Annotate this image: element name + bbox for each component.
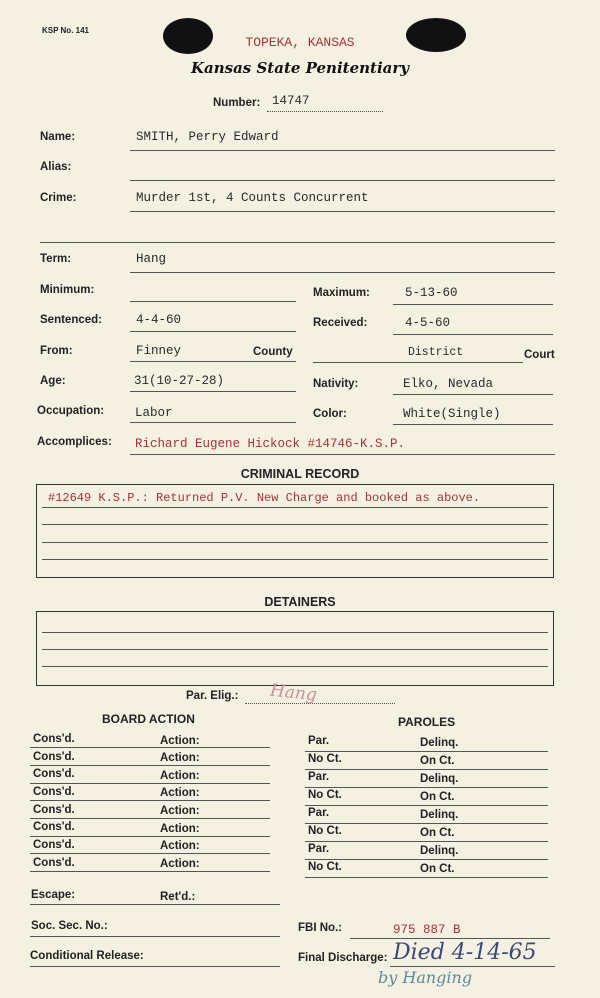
record-line-4 — [42, 559, 548, 560]
maximum-label: Maximum: — [313, 287, 370, 299]
from-value: Finney — [136, 344, 182, 358]
parole-line-1 — [305, 769, 548, 770]
age-value: 31(10-27-28) — [134, 374, 225, 388]
minimum-line — [130, 301, 296, 302]
parole-line-0 — [305, 751, 548, 752]
fbi-label: FBI No.: — [298, 922, 343, 934]
conditional-release-label: Conditional Release: — [30, 950, 144, 962]
criminal-record-entry: #12649 K.S.P.: Returned P.V. New Charge and booked as above. — [48, 491, 481, 505]
color-value: White(Single) — [403, 407, 501, 421]
parole-line-5 — [305, 841, 548, 842]
crime-label: Crime: — [40, 192, 77, 204]
record-line-1 — [42, 507, 548, 508]
received-line — [393, 334, 553, 335]
parole-right-3: On Ct. — [420, 791, 455, 803]
accomplices-value: Richard Eugene Hickock #14746-K.S.P. — [135, 437, 406, 451]
detainer-line-1 — [42, 632, 548, 633]
nativity-value: Elko, Nevada — [403, 377, 494, 391]
crime-value: Murder 1st, 4 Counts Concurrent — [136, 191, 369, 205]
occupation-value: Labor — [135, 406, 173, 420]
detainer-line-3 — [42, 666, 548, 667]
board-line-7 — [30, 871, 270, 872]
parole-right-7: On Ct. — [420, 863, 455, 875]
detainers-title: DETAINERS — [264, 595, 336, 609]
county-label: County — [253, 346, 293, 358]
parole-line-2 — [305, 787, 548, 788]
received-value: 4-5-60 — [405, 316, 451, 330]
alias-line — [130, 180, 555, 181]
escape-line — [30, 904, 280, 905]
parole-left-4: Par. — [308, 807, 330, 819]
form-id: KSP No. 141 — [42, 26, 89, 35]
board-line-1 — [30, 765, 270, 766]
maximum-line — [393, 304, 553, 305]
parole-right-1: On Ct. — [420, 755, 455, 767]
final-discharge-label: Final Discharge: — [298, 952, 388, 964]
detainer-line-2 — [42, 649, 548, 650]
sentenced-label: Sentenced: — [40, 314, 102, 326]
board-line-4 — [30, 818, 270, 819]
age-label: Age: — [40, 375, 66, 387]
from-line — [130, 361, 296, 362]
alias-label: Alias: — [40, 161, 72, 173]
board-consd-7: Cons'd. — [33, 857, 75, 869]
parole-right-0: Delinq. — [420, 737, 459, 749]
parole-right-2: Delinq. — [420, 773, 459, 785]
crime-line-2 — [40, 242, 555, 243]
board-action-1: Action: — [160, 752, 200, 764]
term-line — [130, 272, 555, 273]
accomplices-line — [130, 454, 555, 455]
color-label: Color: — [313, 408, 347, 420]
board-line-6 — [30, 853, 270, 854]
sentenced-line — [130, 331, 296, 332]
board-consd-3: Cons'd. — [33, 786, 75, 798]
board-consd-2: Cons'd. — [33, 768, 75, 780]
criminal-record-title: CRIMINAL RECORD — [240, 467, 360, 481]
parole-right-6: Delinq. — [420, 845, 459, 857]
from-label: From: — [40, 345, 73, 357]
board-line-5 — [30, 836, 270, 837]
name-line — [130, 150, 555, 151]
par-elig-label: Par. Elig.: — [186, 690, 239, 702]
age-line — [130, 391, 296, 392]
conditional-release-line — [30, 966, 280, 967]
paroles-title: PAROLES — [398, 715, 456, 729]
name-value: SMITH, Perry Edward — [136, 130, 279, 144]
crime-line — [130, 211, 555, 212]
name-label: Name: — [40, 131, 76, 143]
board-action-5: Action: — [160, 823, 200, 835]
board-action-4: Action: — [160, 805, 200, 817]
occupation-line — [130, 422, 296, 423]
parole-left-3: No Ct. — [308, 789, 342, 801]
fbi-value: 975 887 B — [393, 923, 461, 937]
final-discharge-value: Died 4-14-65 — [393, 940, 537, 965]
soc-sec-line — [30, 936, 280, 937]
board-consd-1: Cons'd. — [33, 751, 75, 763]
nativity-label: Nativity: — [313, 378, 359, 390]
board-action-6: Action: — [160, 840, 200, 852]
parole-line-6 — [305, 859, 548, 860]
parole-left-1: No Ct. — [308, 753, 342, 765]
number-line — [267, 111, 383, 112]
color-line — [393, 424, 553, 425]
board-line-0 — [30, 747, 270, 748]
parole-right-4: Delinq. — [420, 809, 459, 821]
board-action-3: Action: — [160, 787, 200, 799]
board-line-3 — [30, 800, 270, 801]
parole-left-6: Par. — [308, 843, 330, 855]
board-line-2 — [30, 783, 270, 784]
par-elig-value: Hang — [269, 680, 318, 706]
parole-left-2: Par. — [308, 771, 330, 783]
parole-left-0: Par. — [308, 735, 330, 747]
header-institution: Kansas State Penitentiary — [190, 59, 410, 77]
board-action-7: Action: — [160, 858, 200, 870]
maximum-value: 5-13-60 — [405, 286, 458, 300]
nativity-line — [393, 394, 553, 395]
board-action-2: Action: — [160, 770, 200, 782]
number-label: Number: — [213, 97, 261, 109]
fbi-line — [350, 938, 550, 939]
sentenced-value: 4-4-60 — [136, 313, 182, 327]
number-value: 14747 — [272, 94, 310, 108]
parole-right-5: On Ct. — [420, 827, 455, 839]
received-label: Received: — [313, 317, 368, 329]
parole-left-5: No Ct. — [308, 825, 342, 837]
final-discharge-line — [390, 966, 555, 967]
district-label: District — [408, 346, 464, 359]
par-elig-line — [245, 703, 395, 704]
board-action-0: Action: — [160, 735, 200, 747]
retd-label: Ret'd.: — [160, 891, 196, 903]
parole-line-7 — [305, 877, 548, 878]
accomplices-label: Accomplices: — [37, 436, 112, 448]
board-consd-0: Cons'd. — [33, 733, 75, 745]
district-line — [313, 362, 523, 363]
board-consd-4: Cons'd. — [33, 804, 75, 816]
header-city: TOPEKA, KANSAS — [245, 35, 355, 50]
term-value: Hang — [136, 252, 167, 266]
term-label: Term: — [40, 253, 72, 265]
escape-label: Escape: — [31, 889, 76, 901]
parole-left-7: No Ct. — [308, 861, 342, 873]
board-consd-6: Cons'd. — [33, 839, 75, 851]
board-action-title: BOARD ACTION — [102, 712, 195, 726]
record-line-2 — [42, 524, 548, 525]
minimum-label: Minimum: — [40, 284, 95, 296]
record-line-3 — [42, 542, 548, 543]
court-label: Court — [524, 349, 555, 361]
occupation-label: Occupation: — [37, 405, 105, 417]
final-discharge-note: by Hanging — [378, 968, 473, 987]
parole-line-3 — [305, 805, 548, 806]
soc-sec-label: Soc. Sec. No.: — [31, 920, 108, 932]
board-consd-5: Cons'd. — [33, 821, 75, 833]
parole-line-4 — [305, 823, 548, 824]
